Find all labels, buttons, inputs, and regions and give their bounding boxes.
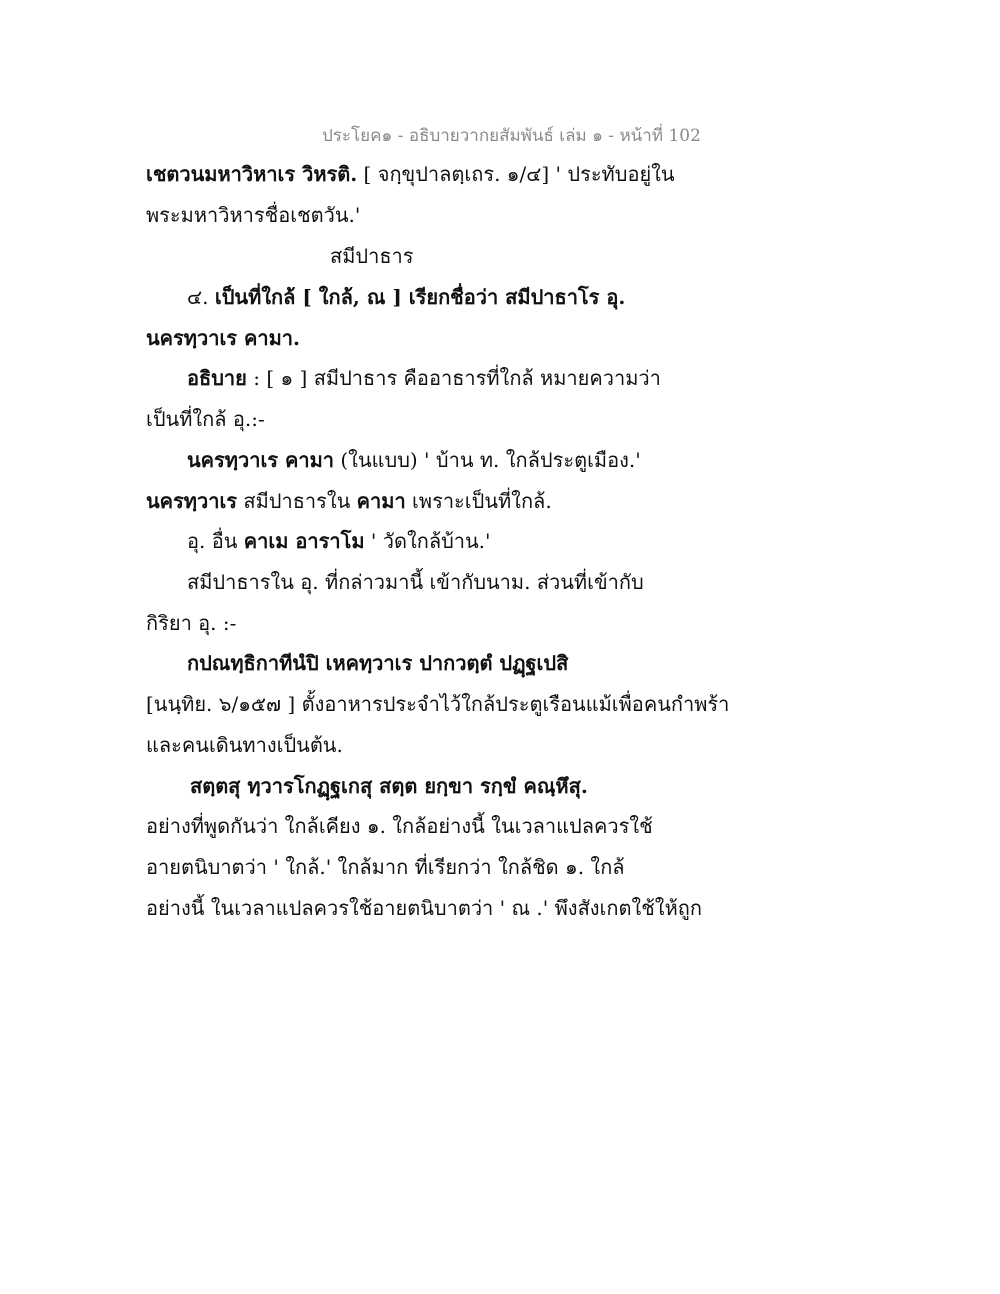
text-run: สมีปาธารใน	[237, 489, 357, 513]
bold-term: เชตวนมหาวิหาเร วิหรติ.	[146, 162, 358, 186]
text-run: ' วัดใกล้บ้าน.'	[364, 529, 491, 553]
bold-term: นครทฺวาเร คามา.	[146, 326, 300, 350]
text-run: [นนฺทิย. ๖/๑๕๗ ] ตั้งอาหารประจำไว้ใกล้ประตูเรือนแม้เพื่อคนกำพร้า	[146, 692, 730, 716]
bold-term: คาเม อาราโม	[243, 529, 365, 553]
text-run: (ในแบบ) ' บ้าน ท. ใกล้ประตูเมือง.'	[334, 448, 641, 472]
section-heading	[330, 242, 414, 270]
page-header: ประโยค๑ - อธิบายวากยสัมพันธ์ เล่ม ๑ - หน้าที่ 102	[322, 126, 701, 146]
text-line	[146, 894, 702, 922]
text-run: สมีปาธารใน อุ. ที่กล่าวมานี้ เข้ากับนาม. ส่วนที่เข้ากับ	[187, 570, 644, 594]
text-run: อายตนิบาตว่า ' ใกล้.' ใกล้มาก ที่เรียกว่า ใกล้ชิด ๑. ใกล้	[146, 855, 625, 879]
bold-term: สตฺตสุ ทฺวารโกฏฺฐเกสุ สตฺต ยกฺขา รกฺขํ คณฺหึสุ.	[190, 774, 588, 798]
text-line	[146, 609, 236, 637]
text-line	[146, 812, 653, 840]
text-line	[146, 324, 300, 352]
text-line	[146, 853, 625, 881]
bold-term: นครทฺวาเร คามา	[187, 448, 335, 472]
text-line	[146, 201, 360, 229]
text-run: เพราะเป็นที่ใกล้.	[405, 489, 552, 513]
text-line	[187, 446, 641, 474]
text-run: สมีปาธาร	[330, 244, 414, 268]
bold-term: กปณทฺธิกาทีนํปิ เหคทฺวาเร ปากวตฺตํ ปฏฺฐเปสิ	[187, 651, 569, 675]
bold-term: เป็นที่ใกล้ [ ใกล้, ณ ] เรียกชื่อว่า สมีปาธาโร อุ.	[214, 285, 626, 309]
text-run: กิริยา อุ. :-	[146, 611, 237, 635]
text-line	[187, 568, 644, 596]
text-run: และคนเดินทางเป็นต้น.	[146, 733, 343, 757]
text-run: อย่างที่พูดกันว่า ใกล้เคียง ๑. ใกล้อย่างนี้ ในเวลาแปลควรใช้	[146, 814, 653, 838]
text-line	[146, 731, 343, 759]
text-run: พระมหาวิหารชื่อเชตวัน.'	[146, 203, 361, 227]
text-line	[146, 487, 552, 515]
text-line	[146, 160, 675, 188]
text-run: ๔.	[187, 285, 215, 309]
text-run: : [ ๑ ] สมีปาธาร คืออาธารที่ใกล้ หมายความว่า	[246, 366, 661, 390]
text-line	[146, 690, 729, 718]
text-line	[187, 283, 625, 311]
bold-term: คามา	[356, 489, 406, 513]
text-line	[187, 649, 568, 677]
text-run: อย่างนี้ ในเวลาแปลควรใช้อายตนิบาตว่า ' ณ .' พึงสังเกตใช้ให้ถูก	[146, 896, 702, 920]
bold-term: อธิบาย	[187, 366, 247, 390]
text-line	[187, 364, 661, 392]
text-line	[187, 527, 491, 555]
text-run: อุ. อื่น	[187, 529, 244, 553]
text-run: เป็นที่ใกล้ อุ.:-	[146, 407, 265, 431]
text-line	[146, 405, 265, 433]
text-line	[190, 772, 588, 800]
bold-term: นครทฺวาเร	[146, 489, 238, 513]
text-run: [ จกฺขุปาลตฺเถร. ๑/๔] ' ประทับอยู่ใน	[357, 162, 675, 186]
